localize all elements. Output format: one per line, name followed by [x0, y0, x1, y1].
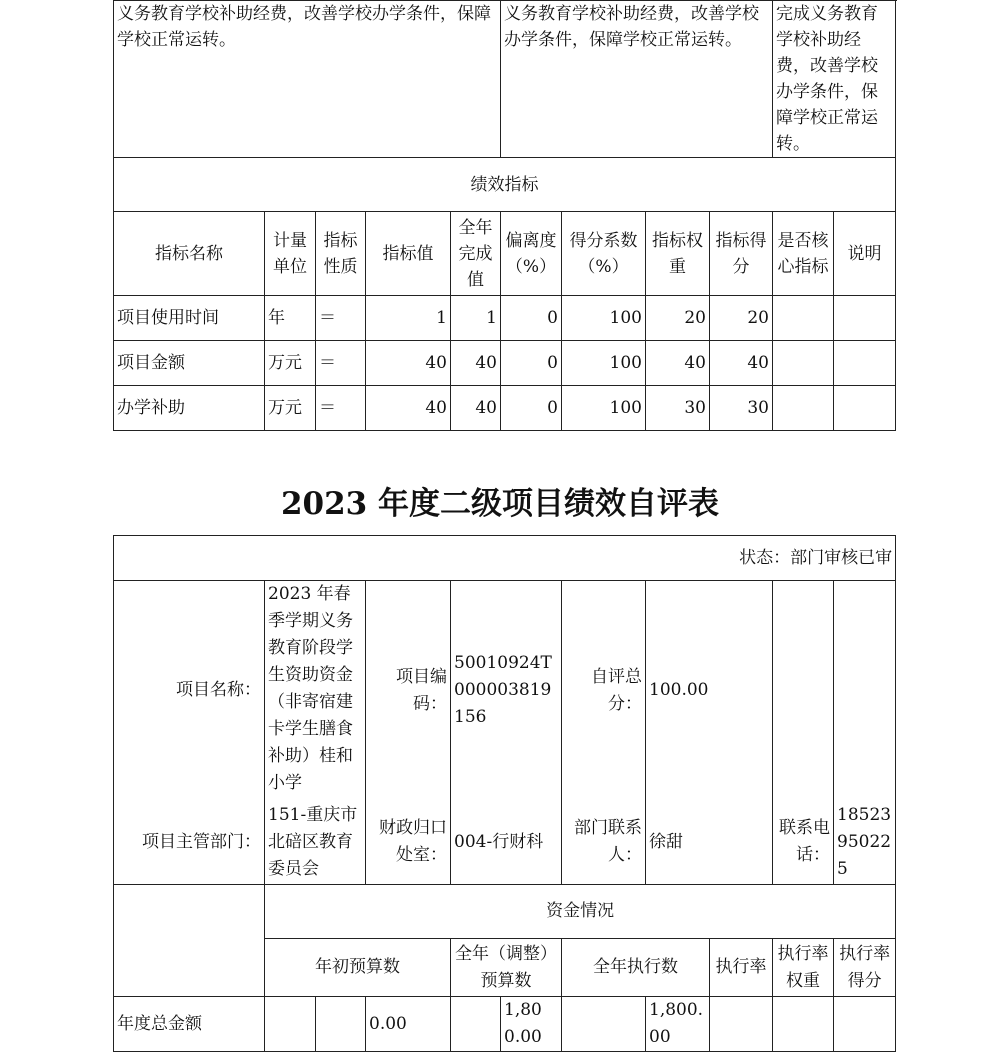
indicator-nature: ＝ [316, 296, 366, 341]
indicator-value: 1 [366, 296, 451, 341]
header-score: 指标得分 [710, 212, 773, 296]
table-row [114, 296, 896, 341]
blank-cell [773, 997, 834, 1052]
performance-table [113, 0, 896, 431]
objective-cell-3: 完成义务教育学校补助经费，改善学校办学条件，保障学校正常运转。 [773, 1, 896, 158]
header-rate-weight: 执行率权重 [773, 939, 834, 997]
total-executed: 1,800.00 [646, 997, 710, 1052]
indicator-unit: 年 [265, 296, 316, 341]
indicator-coefficient: 100 [562, 341, 646, 386]
header-deviation: 偏离度（%） [501, 212, 562, 296]
indicator-value: 40 [366, 341, 451, 386]
blank-cell [451, 997, 501, 1052]
indicator-unit: 万元 [265, 386, 316, 431]
status-badge: 状态：部门审核已审 [114, 536, 896, 581]
table-row [114, 997, 896, 1052]
header-weight: 指标权重 [646, 212, 710, 296]
project-name-value: 2023 年春季学期义务教育阶段学生资助资金（非寄宿建卡学生膳食补助）桂和小学 [265, 581, 366, 801]
indicator-coefficient: 100 [562, 296, 646, 341]
blank-cell [562, 997, 646, 1052]
blank-cell [710, 997, 773, 1052]
self-score-value: 100.00 [646, 581, 773, 801]
indicator-done: 40 [451, 341, 501, 386]
indicator-weight: 30 [646, 386, 710, 431]
blank-cell [834, 997, 896, 1052]
page-title: 2023 年度二级项目绩效自评表 [280, 486, 720, 522]
indicator-deviation: 0 [501, 386, 562, 431]
self-score-label: 自评总分： [562, 581, 646, 801]
dept-label: 项目主管部门： [114, 801, 265, 885]
objectives-row [114, 1, 896, 158]
self-evaluation-table [113, 535, 896, 1052]
indicator-done: 40 [451, 386, 501, 431]
indicator-score: 40 [710, 341, 773, 386]
blank-cell [265, 997, 316, 1052]
header-note: 说明 [834, 212, 896, 296]
indicator-core [773, 386, 834, 431]
table-row [114, 386, 896, 431]
header-executed: 全年执行数 [562, 939, 710, 997]
total-amount-label: 年度总金额 [114, 997, 265, 1052]
funds-header-row [114, 939, 896, 997]
indicator-score: 20 [710, 296, 773, 341]
perf-section-title: 绩效指标 [114, 158, 896, 212]
project-name-row [114, 581, 896, 801]
header-adjusted-budget: 全年（调整）预算数 [451, 939, 562, 997]
blank-cell [114, 885, 265, 939]
indicator-name: 项目使用时间 [114, 296, 265, 341]
header-unit: 计量单位 [265, 212, 316, 296]
total-adjusted-budget: 1,800.00 [501, 997, 562, 1052]
contact-label: 部门联系人： [562, 801, 646, 885]
header-indicator-name: 指标名称 [114, 212, 265, 296]
finance-office-label: 财政归口处室： [366, 801, 451, 885]
dept-value: 151-重庆市北碚区教育委员会 [265, 801, 366, 885]
phone-value: 18523950225 [834, 801, 896, 885]
header-rate-score: 执行率得分 [834, 939, 896, 997]
finance-office-value: 004-行财科 [451, 801, 562, 885]
header-core: 是否核心指标 [773, 212, 834, 296]
indicator-value: 40 [366, 386, 451, 431]
header-execution-rate: 执行率 [710, 939, 773, 997]
indicator-core [773, 341, 834, 386]
project-name-label: 项目名称： [114, 581, 265, 801]
blank-cell [834, 581, 896, 801]
indicator-note [834, 296, 896, 341]
indicator-weight: 40 [646, 341, 710, 386]
indicator-core [773, 296, 834, 341]
blank-cell [114, 939, 265, 997]
header-initial-budget: 年初预算数 [265, 939, 451, 997]
header-done: 全年完成值 [451, 212, 501, 296]
indicator-nature: ＝ [316, 341, 366, 386]
contact-value: 徐甜 [646, 801, 773, 885]
header-coefficient: 得分系数（%） [562, 212, 646, 296]
indicator-note [834, 386, 896, 431]
indicator-deviation: 0 [501, 341, 562, 386]
objective-cell-1: 义务教育学校补助经费，改善学校办学条件，保障学校正常运转。 [114, 1, 501, 158]
table-row [114, 341, 896, 386]
department-row [114, 801, 896, 885]
header-value: 指标值 [366, 212, 451, 296]
phone-label: 联系电话： [773, 801, 834, 885]
funds-section-title: 资金情况 [265, 885, 896, 939]
indicator-nature: ＝ [316, 386, 366, 431]
project-code-label: 项目编码： [366, 581, 451, 801]
blank-cell [316, 997, 366, 1052]
indicator-name: 办学补助 [114, 386, 265, 431]
indicator-done: 1 [451, 296, 501, 341]
indicator-score: 30 [710, 386, 773, 431]
project-code-value: 50010924T000003819156 [451, 581, 562, 801]
perf-header-row [114, 212, 896, 296]
indicator-name: 项目金额 [114, 341, 265, 386]
objective-cell-2: 义务教育学校补助经费，改善学校办学条件，保障学校正常运转。 [501, 1, 773, 158]
indicator-unit: 万元 [265, 341, 316, 386]
indicator-weight: 20 [646, 296, 710, 341]
indicator-coefficient: 100 [562, 386, 646, 431]
total-initial-budget: 0.00 [366, 997, 451, 1052]
indicator-note [834, 341, 896, 386]
header-nature: 指标性质 [316, 212, 366, 296]
indicator-deviation: 0 [501, 296, 562, 341]
blank-cell [773, 581, 834, 801]
